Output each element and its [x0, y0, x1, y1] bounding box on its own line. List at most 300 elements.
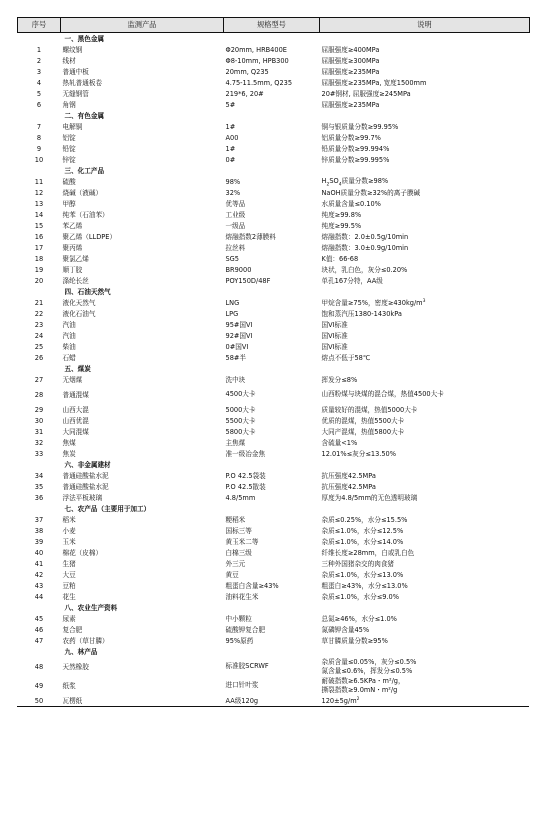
row-product: 豆粕	[62, 581, 76, 590]
row-spec: 外三元	[225, 559, 246, 568]
row-number: 3	[36, 67, 42, 76]
table-row	[18, 231, 530, 242]
row-product: 硫酸	[62, 177, 76, 186]
table-row	[18, 154, 530, 165]
table-row	[18, 66, 530, 77]
row-spec: 5500大卡	[225, 416, 256, 425]
row-product: 涤纶长丝	[62, 276, 89, 285]
row-spec	[224, 459, 320, 470]
row-spec: POY150D/48F	[225, 276, 271, 285]
row-product: 铅锭	[62, 144, 76, 153]
row-desc: 熔融指数：3.0±0.9g/10min	[321, 243, 409, 252]
row-spec: 0#	[225, 155, 236, 164]
row-spec: LNG	[225, 298, 240, 307]
row-desc: 纯度≥99.5%	[321, 221, 362, 230]
row-spec: 4.75-11.5mm, Q235	[225, 78, 293, 87]
row-desc: 屈服强度≥235MPa	[321, 100, 380, 109]
section-title: 八、农业生产资料	[64, 603, 118, 612]
table-row	[18, 624, 530, 635]
row-product: 石蜡	[62, 353, 76, 362]
table-header-row	[18, 18, 530, 33]
row-desc: 三种外国猪杂交的肉食猪	[321, 559, 395, 568]
row-spec: BR9000	[225, 265, 252, 274]
row-product: 液化天然气	[62, 298, 96, 307]
row-product: 棉花（皮棉）	[62, 548, 103, 557]
row-desc: 山西粉煤与块煤的混合煤，热值4500大卡	[321, 390, 444, 398]
row-desc: 总氮≥46%，水分≤1.0%	[321, 614, 397, 623]
row-desc: 厚度为4.8/5mm的无色透明玻璃	[321, 493, 418, 502]
row-number: 48	[34, 662, 44, 671]
row-desc: 国VI标准	[321, 320, 348, 329]
row-product: 热轧普通板卷	[62, 78, 103, 87]
row-product: 稻米	[62, 515, 76, 524]
row-number: 26	[34, 353, 44, 362]
row-desc	[320, 363, 530, 374]
row-spec	[224, 110, 320, 121]
table-row	[18, 536, 530, 547]
subscript: 2	[326, 182, 330, 187]
row-product: 焦炭	[62, 449, 76, 458]
row-number: 17	[34, 243, 44, 252]
table-bottom-rule	[17, 706, 529, 707]
row-product: 山西大混	[62, 405, 89, 414]
table-row	[18, 275, 530, 286]
section-title: 二、有色金属	[64, 111, 105, 120]
row-product: 角钢	[62, 100, 76, 109]
row-number: 25	[34, 342, 44, 351]
header-product: 监测产品	[61, 18, 224, 33]
row-product: 甲醇	[62, 199, 76, 208]
row-product: 小麦	[62, 526, 76, 535]
row-spec: 4500大卡	[225, 390, 256, 398]
row-number: 22	[34, 309, 44, 318]
row-number	[18, 363, 61, 374]
row-desc	[320, 286, 530, 297]
row-spec: 32%	[225, 188, 241, 197]
row-product: 焦煤	[62, 438, 76, 447]
row-product: 烧碱（液碱）	[62, 188, 103, 197]
section-row	[18, 646, 530, 657]
row-desc	[320, 657, 530, 676]
row-product: 玉米	[62, 537, 76, 546]
row-desc: 国VI标准	[321, 331, 348, 340]
section-title: 九、林产品	[64, 647, 98, 656]
row-desc: 挥发分≤8%	[321, 375, 358, 384]
row-number	[18, 286, 61, 297]
row-desc	[320, 459, 530, 470]
row-desc: 大同产混煤，热值5800大卡	[321, 427, 405, 436]
subscript: 4	[338, 182, 342, 187]
row-desc: 屈服强度≥235MPa, 宽度1500mm	[321, 78, 427, 87]
row-number: 29	[34, 405, 44, 414]
row-desc: 含硫量<1%	[321, 438, 358, 447]
row-spec: 国标三等	[225, 526, 252, 535]
table-row	[18, 676, 530, 695]
row-number: 46	[34, 625, 44, 634]
row-spec: 油料花生米	[225, 592, 259, 601]
row-product: 大豆	[62, 570, 76, 579]
table-row	[18, 319, 530, 330]
row-spec: 进口针叶浆	[225, 681, 259, 689]
row-desc: 块状，乳白色，灰分≤0.20%	[321, 265, 408, 274]
desc-text: SO	[329, 177, 339, 186]
row-number: 45	[34, 614, 44, 623]
row-number: 6	[36, 100, 42, 109]
section-row	[18, 110, 530, 121]
table-row	[18, 437, 530, 448]
row-product: 苯乙烯	[62, 221, 83, 230]
row-product: 铝锭	[62, 133, 76, 142]
row-number	[18, 602, 61, 613]
row-spec: 洗中块	[225, 375, 246, 384]
table-row	[18, 220, 530, 231]
desc-text: 120±5g/m	[321, 696, 357, 705]
row-product: 聚丙烯	[62, 243, 83, 252]
row-spec: 工业级	[225, 210, 246, 219]
row-number: 43	[34, 581, 44, 590]
row-spec	[224, 286, 320, 297]
section-title: 四、石油天然气	[64, 287, 111, 296]
row-spec: 白棉三级	[225, 548, 252, 557]
row-desc: 抗压强度42.5MPa	[321, 482, 376, 491]
row-spec: 一级品	[225, 221, 246, 230]
table-row	[18, 209, 530, 220]
row-product: 柴油	[62, 342, 76, 351]
row-desc: 氮磷钾含量45%	[321, 625, 370, 634]
desc-line-1: 杂质含量≤0.05%，灰分≤0.5%	[321, 657, 417, 666]
row-product: 普通混煤	[62, 390, 89, 399]
table-row	[18, 481, 530, 492]
row-spec	[224, 165, 320, 176]
row-spec: P.O 42.5散装	[225, 482, 266, 491]
row-desc: 熔点不低于58℃	[321, 353, 371, 362]
table-row	[18, 143, 530, 154]
row-number	[18, 165, 61, 176]
row-number: 35	[34, 482, 44, 491]
desc-text: H	[321, 177, 327, 186]
row-spec: 1#	[225, 122, 236, 131]
row-number: 21	[34, 298, 44, 307]
row-product: 普通中板	[62, 67, 89, 76]
row-number: 7	[36, 122, 42, 131]
row-number: 15	[34, 221, 44, 230]
row-number	[18, 503, 61, 514]
row-spec: 5800大卡	[225, 427, 256, 436]
section-row	[18, 33, 530, 45]
row-desc: 抗压强度42.5MPa	[321, 471, 376, 480]
table-row	[18, 613, 530, 624]
row-product: 普通硅酸盐水泥	[62, 471, 109, 480]
row-number: 20	[34, 276, 44, 285]
row-number: 14	[34, 210, 44, 219]
row-number: 41	[34, 559, 44, 568]
row-spec: A00	[225, 133, 239, 142]
table-row	[18, 492, 530, 503]
row-number: 24	[34, 331, 44, 340]
row-desc	[320, 165, 530, 176]
table-row	[18, 341, 530, 352]
row-number: 50	[34, 696, 44, 705]
row-desc: 铜与银质量分数≥99.95%	[321, 122, 399, 131]
price-monitoring-table	[17, 17, 530, 706]
table-row	[18, 547, 530, 558]
row-spec: 优等品	[225, 199, 246, 208]
row-number: 23	[34, 320, 44, 329]
row-spec: 1#	[225, 144, 236, 153]
table-row	[18, 88, 530, 99]
table-row	[18, 635, 530, 646]
table-row	[18, 242, 530, 253]
table-row	[18, 374, 530, 385]
row-number: 5	[36, 89, 42, 98]
row-spec	[224, 503, 320, 514]
row-spec: SG5	[225, 254, 239, 263]
row-spec: LPG	[225, 309, 239, 318]
row-desc: 杂质≤1.0%，水分≤13.0%	[321, 570, 404, 579]
row-spec: 粗蛋白含量≥43%	[225, 581, 279, 590]
table-row	[18, 352, 530, 363]
table-row	[18, 569, 530, 580]
row-desc	[320, 676, 530, 695]
table-row	[18, 591, 530, 602]
row-spec: 主焦煤	[225, 438, 246, 447]
row-number: 16	[34, 232, 44, 241]
row-product: 汽油	[62, 331, 76, 340]
row-desc: 铅质量分数≥99.994%	[321, 144, 390, 153]
row-spec: 黄豆	[225, 570, 239, 579]
desc-text: 甲烷含量≥75%，密度≥430kg/m	[321, 298, 423, 307]
row-spec: 219*6, 20#	[225, 89, 264, 98]
section-row	[18, 165, 530, 176]
row-number: 47	[34, 636, 44, 645]
row-product: 液化石油气	[62, 309, 96, 318]
table-row	[18, 470, 530, 481]
row-product: 顺丁胶	[62, 265, 83, 274]
row-desc	[320, 33, 530, 45]
row-product: 复合肥	[62, 625, 83, 634]
row-spec: 硫酸钾复合肥	[225, 625, 266, 634]
row-spec: 熔融指数2薄膜料	[225, 232, 276, 241]
table-row	[18, 297, 530, 308]
row-desc: 优质的混煤，热值5500大卡	[321, 416, 405, 425]
row-desc: 饱和蒸汽压1380-1430kPa	[321, 309, 402, 318]
row-spec: Φ8-10mm, HPB300	[225, 56, 289, 65]
table-row	[18, 525, 530, 536]
row-number: 13	[34, 199, 44, 208]
row-number: 1	[36, 45, 42, 54]
row-desc	[320, 176, 530, 187]
section-title: 五、煤炭	[64, 364, 91, 373]
row-product: 花生	[62, 592, 76, 601]
row-number: 39	[34, 537, 44, 546]
row-number: 8	[36, 133, 42, 142]
row-desc: 纯度≥99.8%	[321, 210, 362, 219]
row-spec: 中小颗粒	[225, 614, 252, 623]
row-number: 49	[34, 681, 44, 690]
table-row	[18, 448, 530, 459]
row-product: 锌锭	[62, 155, 76, 164]
row-number: 40	[34, 548, 44, 557]
row-product: 无烟煤	[62, 375, 83, 384]
row-desc: 屈服强度≥235MPa	[321, 67, 380, 76]
superscript: 2	[356, 696, 360, 702]
row-number	[18, 33, 61, 45]
table-row	[18, 514, 530, 525]
row-number	[18, 459, 61, 470]
row-desc	[320, 503, 530, 514]
section-row	[18, 363, 530, 374]
row-desc	[320, 646, 530, 657]
row-number: 42	[34, 570, 44, 579]
row-product: 生猪	[62, 559, 76, 568]
row-spec: 58#半	[225, 353, 247, 362]
row-product: 瓦楞纸	[62, 696, 83, 705]
row-spec: 98%	[225, 177, 241, 186]
row-desc: 质量较好的混煤，热值5000大卡	[321, 405, 418, 414]
row-spec: P.O 42.5袋装	[225, 471, 266, 480]
row-spec	[224, 646, 320, 657]
row-desc: 粗蛋白≥43%，水分≤13.0%	[321, 581, 408, 590]
row-desc: 屈服强度≥400MPa	[321, 45, 380, 54]
row-number: 30	[34, 416, 44, 425]
row-product: 线材	[62, 56, 76, 65]
row-desc: K值：66-68	[321, 254, 359, 263]
row-product: 纸浆	[62, 681, 76, 690]
table-row	[18, 426, 530, 437]
row-number: 36	[34, 493, 44, 502]
row-desc: 杂质≤0.25%，水分≤15.5%	[321, 515, 408, 524]
table-row	[18, 404, 530, 415]
header-num: 序号	[18, 18, 61, 33]
row-number: 33	[34, 449, 44, 458]
row-number: 27	[34, 375, 44, 384]
section-title: 七、农产品（主要用于加工）	[64, 504, 151, 513]
row-desc	[320, 297, 530, 308]
row-desc: 杂质≤1.0%，水分≤9.0%	[321, 592, 400, 601]
row-desc: 水质量含量≤0.10%	[321, 199, 381, 208]
table-row	[18, 385, 530, 404]
section-title: 一、黑色金属	[64, 34, 105, 43]
row-desc: 屈服强度≥300MPa	[321, 56, 380, 65]
row-spec: Φ20mm, HRB400E	[225, 45, 287, 54]
row-number	[18, 646, 61, 657]
row-number: 34	[34, 471, 44, 480]
desc-text: 质量分数≥98%	[341, 177, 389, 186]
row-product: 汽油	[62, 320, 76, 329]
row-spec: 粳稻米	[225, 515, 246, 524]
row-number: 37	[34, 515, 44, 524]
row-desc: 熔融指数：2.0±0.5g/10min	[321, 232, 409, 241]
desc-line-2: 撕裂指数≥9.0mN・m²/g	[321, 685, 398, 694]
row-product: 无缝钢管	[62, 89, 89, 98]
row-desc: 铝质量分数≥99.7%	[321, 133, 381, 142]
row-product: 聚乙烯（LLDPE）	[62, 232, 117, 241]
section-row	[18, 286, 530, 297]
table-row	[18, 198, 530, 209]
row-spec: 95%原药	[225, 636, 254, 645]
row-spec: AA级120g	[225, 696, 259, 705]
row-number: 2	[36, 56, 42, 65]
row-spec	[224, 33, 320, 45]
row-number: 32	[34, 438, 44, 447]
row-number: 19	[34, 265, 44, 274]
row-spec: 5000大卡	[225, 405, 256, 414]
row-number: 10	[34, 155, 44, 164]
table-row	[18, 55, 530, 66]
row-desc	[320, 602, 530, 613]
row-product: 螺纹钢	[62, 45, 83, 54]
row-product: 浮法平板玻璃	[62, 493, 103, 502]
row-desc: 12.01%≤灰分≤13.50%	[321, 449, 397, 458]
row-product: 天然橡胶	[62, 662, 89, 671]
row-desc	[320, 695, 530, 706]
row-number: 28	[34, 390, 44, 399]
row-product: 山西优混	[62, 416, 89, 425]
row-spec: 95#国VI	[225, 320, 253, 329]
row-product: 聚氯乙烯	[62, 254, 89, 263]
row-desc: 杂质≤1.0%，水分≤14.0%	[321, 537, 404, 546]
table-row	[18, 253, 530, 264]
superscript: 3	[422, 298, 426, 304]
section-title: 三、化工产品	[64, 166, 105, 175]
row-number: 11	[34, 177, 44, 186]
table-row	[18, 657, 530, 676]
table-row	[18, 580, 530, 591]
table-row	[18, 558, 530, 569]
desc-line-1: 耐破指数≥6.5KPa・m²/g，	[321, 676, 405, 685]
desc-line-2: 氮含量≤0.6%，挥发分≤0.5%	[321, 666, 413, 675]
table-row	[18, 187, 530, 198]
row-product: 农药（草甘膦）	[62, 636, 109, 645]
row-desc: 20#钢材, 屈服强度≥245MPa	[321, 89, 411, 98]
table-row	[18, 99, 530, 110]
section-row	[18, 503, 530, 514]
header-spec: 规格型号	[224, 18, 320, 33]
row-product: 电解铜	[62, 122, 83, 131]
table-row	[18, 330, 530, 341]
row-number: 9	[36, 144, 42, 153]
row-desc: NaOH质量分数≥32%的离子膜碱	[321, 188, 421, 197]
row-spec: 4.8/5mm	[225, 493, 256, 502]
row-number: 44	[34, 592, 44, 601]
row-product: 大同混煤	[62, 427, 89, 436]
table-body	[18, 33, 530, 707]
row-spec: 黄玉米二等	[225, 537, 259, 546]
table-row	[18, 695, 530, 706]
row-desc: 草甘膦质量分数≥95%	[321, 636, 388, 645]
row-desc: 锌质量分数≥99.995%	[321, 155, 390, 164]
row-number: 18	[34, 254, 44, 263]
table-row	[18, 264, 530, 275]
row-spec: 20mm, Q235	[225, 67, 269, 76]
row-desc	[320, 110, 530, 121]
section-title: 六、非金属建材	[64, 460, 111, 469]
row-number: 38	[34, 526, 44, 535]
row-spec: 拉丝料	[225, 243, 246, 252]
row-number: 12	[34, 188, 44, 197]
table-row	[18, 132, 530, 143]
row-number: 31	[34, 427, 44, 436]
header-desc: 说明	[320, 18, 530, 33]
row-spec	[224, 602, 320, 613]
row-spec: 5#	[225, 100, 236, 109]
table-row	[18, 176, 530, 187]
row-spec: 0#国VI	[225, 342, 249, 351]
table-row	[18, 121, 530, 132]
row-desc: 国VI标准	[321, 342, 348, 351]
section-row	[18, 602, 530, 613]
row-desc: 纤维长度≥28mm，白或乳白色	[321, 548, 415, 557]
